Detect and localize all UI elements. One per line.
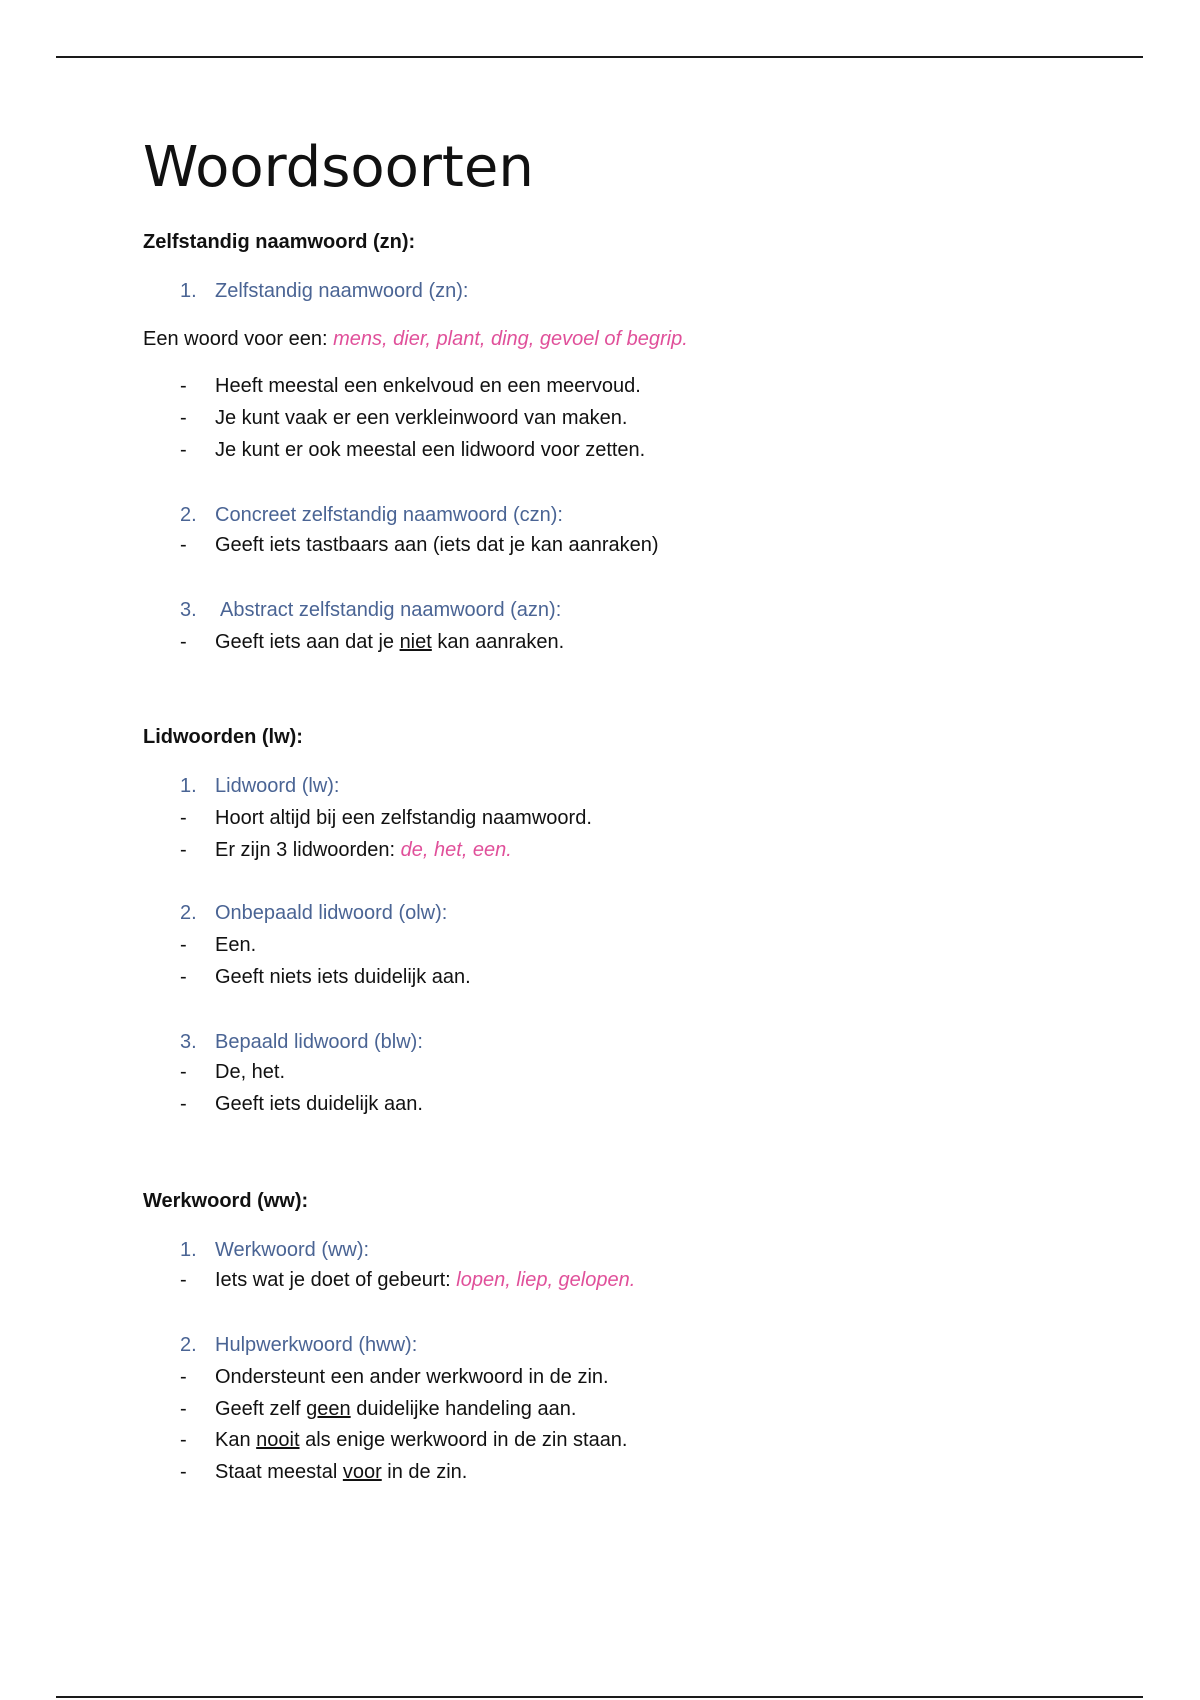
text-prefix: Iets wat je doet of gebeurt:: [215, 1269, 457, 1291]
page-title: Woordsoorten: [143, 135, 534, 200]
bullet-dash: -: [180, 407, 187, 429]
section-heading-zn: Zelfstandig naamwoord (zn):: [143, 231, 416, 253]
bullet-dash: -: [180, 1429, 187, 1451]
list-item: De, het.: [215, 1061, 286, 1083]
list-number: 3.: [180, 1031, 197, 1053]
text-before: Geeft iets aan dat je: [215, 631, 400, 653]
intro-line: [143, 328, 688, 351]
list-item: Je kunt er ook meestal een lidwoord voor zetten.: [215, 439, 646, 461]
underlined-word: voor: [342, 1461, 382, 1483]
text-after: in de zin.: [381, 1461, 468, 1483]
subheading-ww: Werkwoord (ww):: [215, 1239, 370, 1261]
bullet-dash: -: [180, 375, 187, 397]
subheading-azn: Abstract zelfstandig naamwoord (azn):: [220, 599, 562, 621]
list-number: 1.: [180, 1239, 197, 1261]
bullet-dash: -: [180, 534, 187, 556]
list-item: [215, 1269, 635, 1292]
text-prefix: Er zijn 3 lidwoorden:: [215, 839, 401, 861]
articles-highlight: de, het, een.: [400, 839, 512, 861]
text-after: als enige werkwoord in de zin staan.: [299, 1429, 628, 1451]
bullet-dash: -: [180, 631, 187, 653]
subheading-blw: Bepaald lidwoord (blw):: [215, 1031, 423, 1053]
subheading-olw: Onbepaald lidwoord (olw):: [215, 902, 448, 924]
intro-prefix: Een woord voor een:: [143, 328, 334, 350]
list-item: Heeft meestal een enkelvoud en een meervoud.: [215, 375, 641, 397]
list-number: 3.: [180, 599, 197, 621]
text-after: duidelijke handeling aan.: [350, 1398, 577, 1420]
subheading-zn: Zelfstandig naamwoord (zn):: [215, 280, 469, 302]
list-item: Geeft iets tastbaars aan (iets dat je kan aanraken): [215, 534, 659, 556]
bullet-dash: -: [180, 966, 187, 988]
list-number: 2.: [180, 902, 197, 924]
section-heading-lw: Lidwoorden (lw):: [143, 726, 303, 748]
bullet-dash: -: [180, 1366, 187, 1388]
verb-forms-highlight: lopen, liep, gelopen.: [456, 1269, 636, 1291]
list-item: Je kunt vaak er een verkleinwoord van maken.: [215, 407, 628, 429]
bullet-dash: -: [180, 1093, 187, 1115]
text-before: Geeft zelf: [215, 1398, 307, 1420]
list-item: [215, 631, 564, 654]
list-item: Hoort altijd bij een zelfstandig naamwoord.: [215, 807, 592, 829]
text-before: Ondersteunt een ander werkwoord in de zin.: [215, 1366, 609, 1388]
bullet-dash: -: [180, 1461, 187, 1483]
list-item: Geeft niets iets duidelijk aan.: [215, 966, 471, 988]
text-before: Staat meestal: [215, 1461, 343, 1483]
list-number: 1.: [180, 280, 197, 302]
bullet-dash: -: [180, 934, 187, 956]
list-number: 2.: [180, 1334, 197, 1356]
section-heading-ww: Werkwoord (ww):: [143, 1190, 309, 1212]
list-item: Een.: [215, 934, 257, 956]
bullet-dash: -: [180, 1269, 187, 1291]
bullet-dash: -: [180, 807, 187, 829]
underlined-word: niet: [399, 631, 432, 653]
underlined-word: geen: [306, 1398, 351, 1420]
text-after: kan aanraken.: [431, 631, 565, 653]
list-number: 1.: [180, 775, 197, 797]
subheading-lw: Lidwoord (lw):: [215, 775, 340, 797]
bottom-rule: [56, 1696, 1143, 1698]
underlined-word: nooit: [256, 1429, 300, 1451]
list-number: 2.: [180, 504, 197, 526]
bullet-dash: -: [180, 1398, 187, 1420]
list-item: [215, 1429, 628, 1452]
list-item: [215, 839, 512, 862]
list-item: [215, 1366, 609, 1389]
subheading-czn: Concreet zelfstandig naamwoord (czn):: [215, 504, 563, 526]
bullet-dash: -: [180, 439, 187, 461]
text-before: Kan: [215, 1429, 257, 1451]
top-rule: [56, 56, 1143, 58]
intro-highlight: mens, dier, plant, ding, gevoel of begrip.: [333, 328, 688, 350]
subheading-hww: Hulpwerkwoord (hww):: [215, 1334, 418, 1356]
bullet-dash: -: [180, 1061, 187, 1083]
list-item: Geeft iets duidelijk aan.: [215, 1093, 423, 1115]
list-item: [215, 1398, 576, 1421]
list-item: [215, 1461, 467, 1484]
bullet-dash: -: [180, 839, 187, 861]
